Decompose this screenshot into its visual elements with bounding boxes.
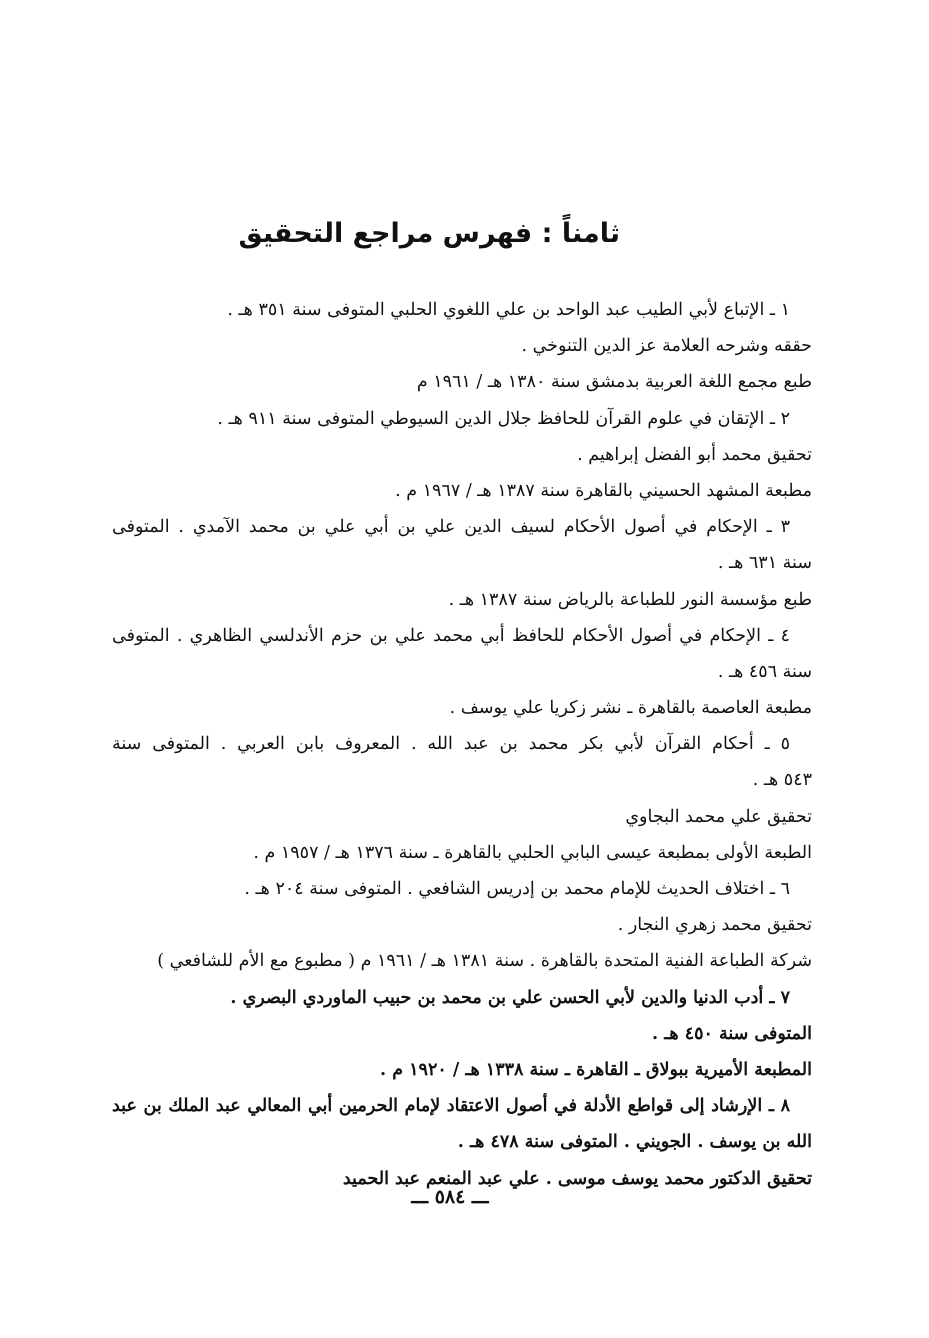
reference-entry-4: ٤ ـ الإحكام في أصول الأحكام للحافظ أبي محمد علي بن حزم الأندلسي الظاهري . المتوفى	[112, 625, 790, 646]
reference-entry-5-continued: ٥٤٣ هـ .	[752, 770, 812, 791]
reference-publisher-6: شركة الطباعة الفنية المتحدة بالقاهرة . سنة ١٣٨١ هـ / ١٩٦١ م ( مطبوع مع الأم للشافعي )	[157, 951, 812, 972]
page-number: ـــ ٥٨٤ ـــ	[411, 1186, 489, 1208]
reference-entry-3-continued: سنة ٦٣١ هـ .	[717, 553, 812, 574]
reference-editor-2: تحقيق محمد أبو الفضل إبراهيم .	[577, 444, 812, 465]
reference-publisher-4: مطبعة العاصمة بالقاهرة ـ نشر زكريا علي يوسف .	[449, 698, 812, 719]
reference-publisher-2: مطبعة المشهد الحسيني بالقاهرة سنة ١٣٨٧ هـ / ١٩٦٧ م .	[395, 480, 812, 501]
reference-entry-8-continued: الله بن يوسف . الجويني . المتوفى سنة ٤٧٨ هـ .	[457, 1132, 812, 1153]
reference-entry-7: ٧ ـ أدب الدنيا والدين لأبي الحسن علي بن محمد بن حبيب الماوردي البصري .	[230, 987, 790, 1008]
reference-publisher-7: المطبعة الأميرية ببولاق ـ القاهرة ـ سنة ١٣٣٨ هـ / ١٩٢٠ م .	[380, 1059, 812, 1080]
reference-publisher-3: طبع مؤسسة النور للطباعة بالرياض سنة ١٣٨٧ هـ .	[448, 589, 812, 610]
reference-entry-6: ٦ ـ اختلاف الحديث للإمام محمد بن إدريس الشافعي . المتوفى سنة ٢٠٤ هـ .	[244, 879, 790, 899]
reference-publisher-5: الطبعة الأولى بمطبعة عيسى البابي الحلبي بالقاهرة ـ سنة ١٣٧٦ هـ / ١٩٥٧ م .	[253, 842, 812, 863]
reference-publisher-1: طبع مجمع اللغة العربية بدمشق سنة ١٣٨٠ هـ / ١٩٦١ م	[416, 372, 812, 393]
reference-entry-8: ٨ ـ الإرشاد إلى قواطع الأدلة في أصول الاعتقاد لإمام الحرمين أبي المعالي عبد الملك بن عبد	[112, 1096, 790, 1117]
reference-entry-4-continued: سنة ٤٥٦ هـ .	[717, 661, 812, 682]
reference-editor-8: تحقيق الدكتور محمد يوسف موسى . علي عبد المنعم عبد الحميد	[342, 1168, 812, 1189]
reference-entry-1: ١ ـ الإتباع لأبي الطيب عبد الواحد بن علي اللغوي الحلبي المتوفى سنة ٣٥١ هـ .	[227, 300, 790, 320]
reference-entry-7-continued: المتوفى سنة ٤٥٠ هـ .	[652, 1023, 812, 1044]
page-title: ثامناً : فهرس مراجع التحقيق	[238, 218, 620, 249]
reference-entry-3: ٣ ـ الإحكام في أصول الأحكام لسيف الدين علي بن أبي علي بن محمد الآمدي . المتوفى	[112, 517, 790, 538]
reference-entry-2: ٢ ـ الإتقان في علوم القرآن للحافظ جلال الدين السيوطي المتوفى سنة ٩١١ هـ .	[217, 408, 790, 429]
references-list	[112, 292, 812, 1197]
reference-editor-6: تحقيق محمد زهري النجار .	[617, 915, 812, 936]
reference-entry-5: ٥ ـ أحكام القرآن لأبي بكر محمد بن عبد الله . المعروف بابن العربي . المتوفى سنة	[112, 734, 790, 755]
reference-editor-5: تحقيق علي محمد البجاوي	[625, 806, 812, 827]
reference-editor-1: حققه وشرحه العلامة عز الدين التنوخي .	[521, 336, 812, 357]
